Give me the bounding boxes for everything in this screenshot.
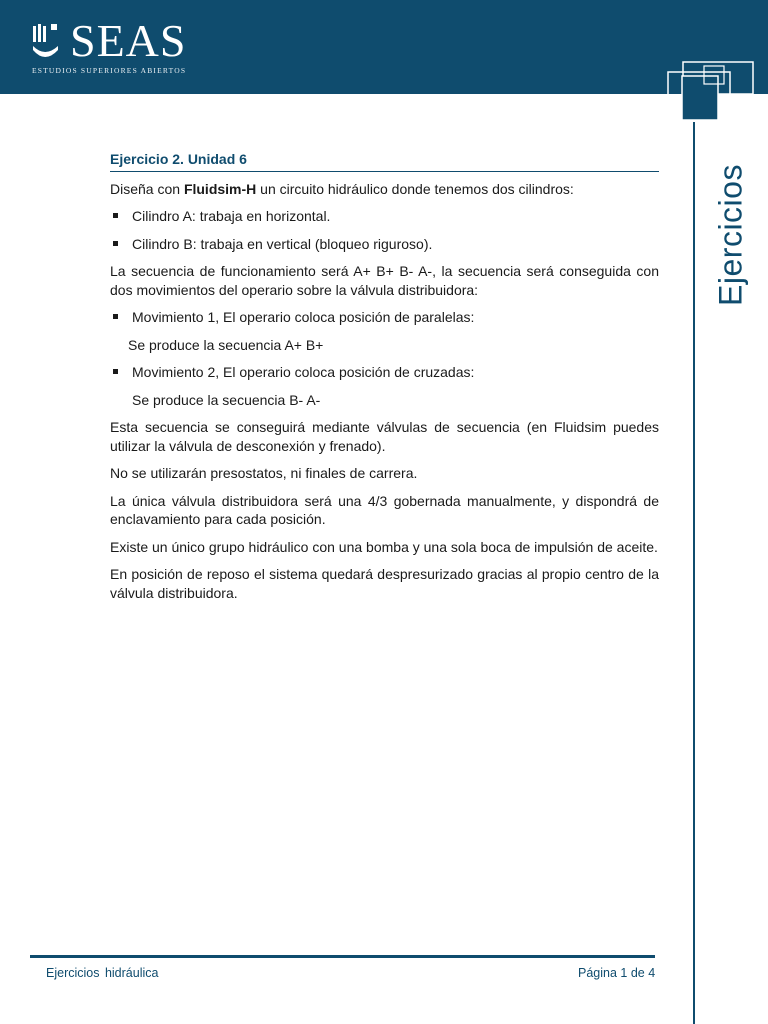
footer-divider (30, 955, 655, 958)
logo-subtitle: ESTUDIOS SUPERIORES ABIERTOS (32, 66, 187, 75)
list-item: Movimiento 1, El operario coloca posición de paralelas: (110, 308, 659, 327)
side-label-text: Ejercicios (712, 164, 749, 306)
logo-emblem-icon (32, 24, 62, 64)
bullet-icon (113, 213, 118, 218)
paragraph: La única válvula distribuidora será una 4/3 gobernada manualmente, y dispondrá de enclavamiento para cada posición. (110, 492, 659, 527)
document-body (110, 150, 659, 611)
intro-suffix: un circuito hidráulico donde tenemos dos cilindros: (256, 180, 574, 197)
paragraph: No se utilizarán presostatos, ni finales de carrera. (110, 465, 418, 481)
paragraph: Existe un único grupo hidráulico con una bomba y una sola boca de impulsión de aceite. (110, 538, 658, 555)
bullet-icon (113, 314, 118, 319)
list-item: Movimiento 2, El operario coloca posición de cruzadas: (110, 363, 659, 382)
page-number: Página 1 de 4 (578, 966, 656, 980)
logo-text: SEAS (70, 15, 187, 66)
page-header (0, 0, 768, 94)
bullet-icon (113, 369, 118, 374)
paragraph: Esta secuencia se conseguirá mediante válvulas de secuencia (en Fluidsim puedes utilizar la válvula de desconexión y frenado). (110, 419, 659, 454)
exercise-title: Ejercicio 2. Unidad 6 (110, 150, 659, 172)
squares-decoration-icon (660, 60, 760, 122)
footer-title: Ejercicios hidráulica (46, 966, 159, 980)
list-item: Cilindro B: trabaja en vertical (bloqueo riguroso). (110, 235, 659, 254)
software-name: Fluidsim-H (183, 180, 257, 197)
list-item: Cilindro A: trabaja en horizontal. (110, 207, 659, 226)
intro-paragraph (110, 180, 659, 199)
movement2-result: Se produce la secuencia B- A- (132, 391, 321, 408)
side-divider (693, 122, 695, 1024)
bullet-icon (113, 241, 118, 246)
movement1-result: Se produce la secuencia A+ B+ (128, 336, 324, 353)
paragraph: En posición de reposo el sistema quedará despresurizado gracias al propio centro de la válvula distribuidora. (110, 566, 659, 601)
side-label (706, 160, 756, 310)
sequence-paragraph: La secuencia de funcionamiento será A+ B+ B- A-, la secuencia será conseguida con dos movimientos del operario sobre la válvula distribuidora: (110, 263, 659, 298)
intro-prefix: Diseña con (110, 180, 184, 197)
